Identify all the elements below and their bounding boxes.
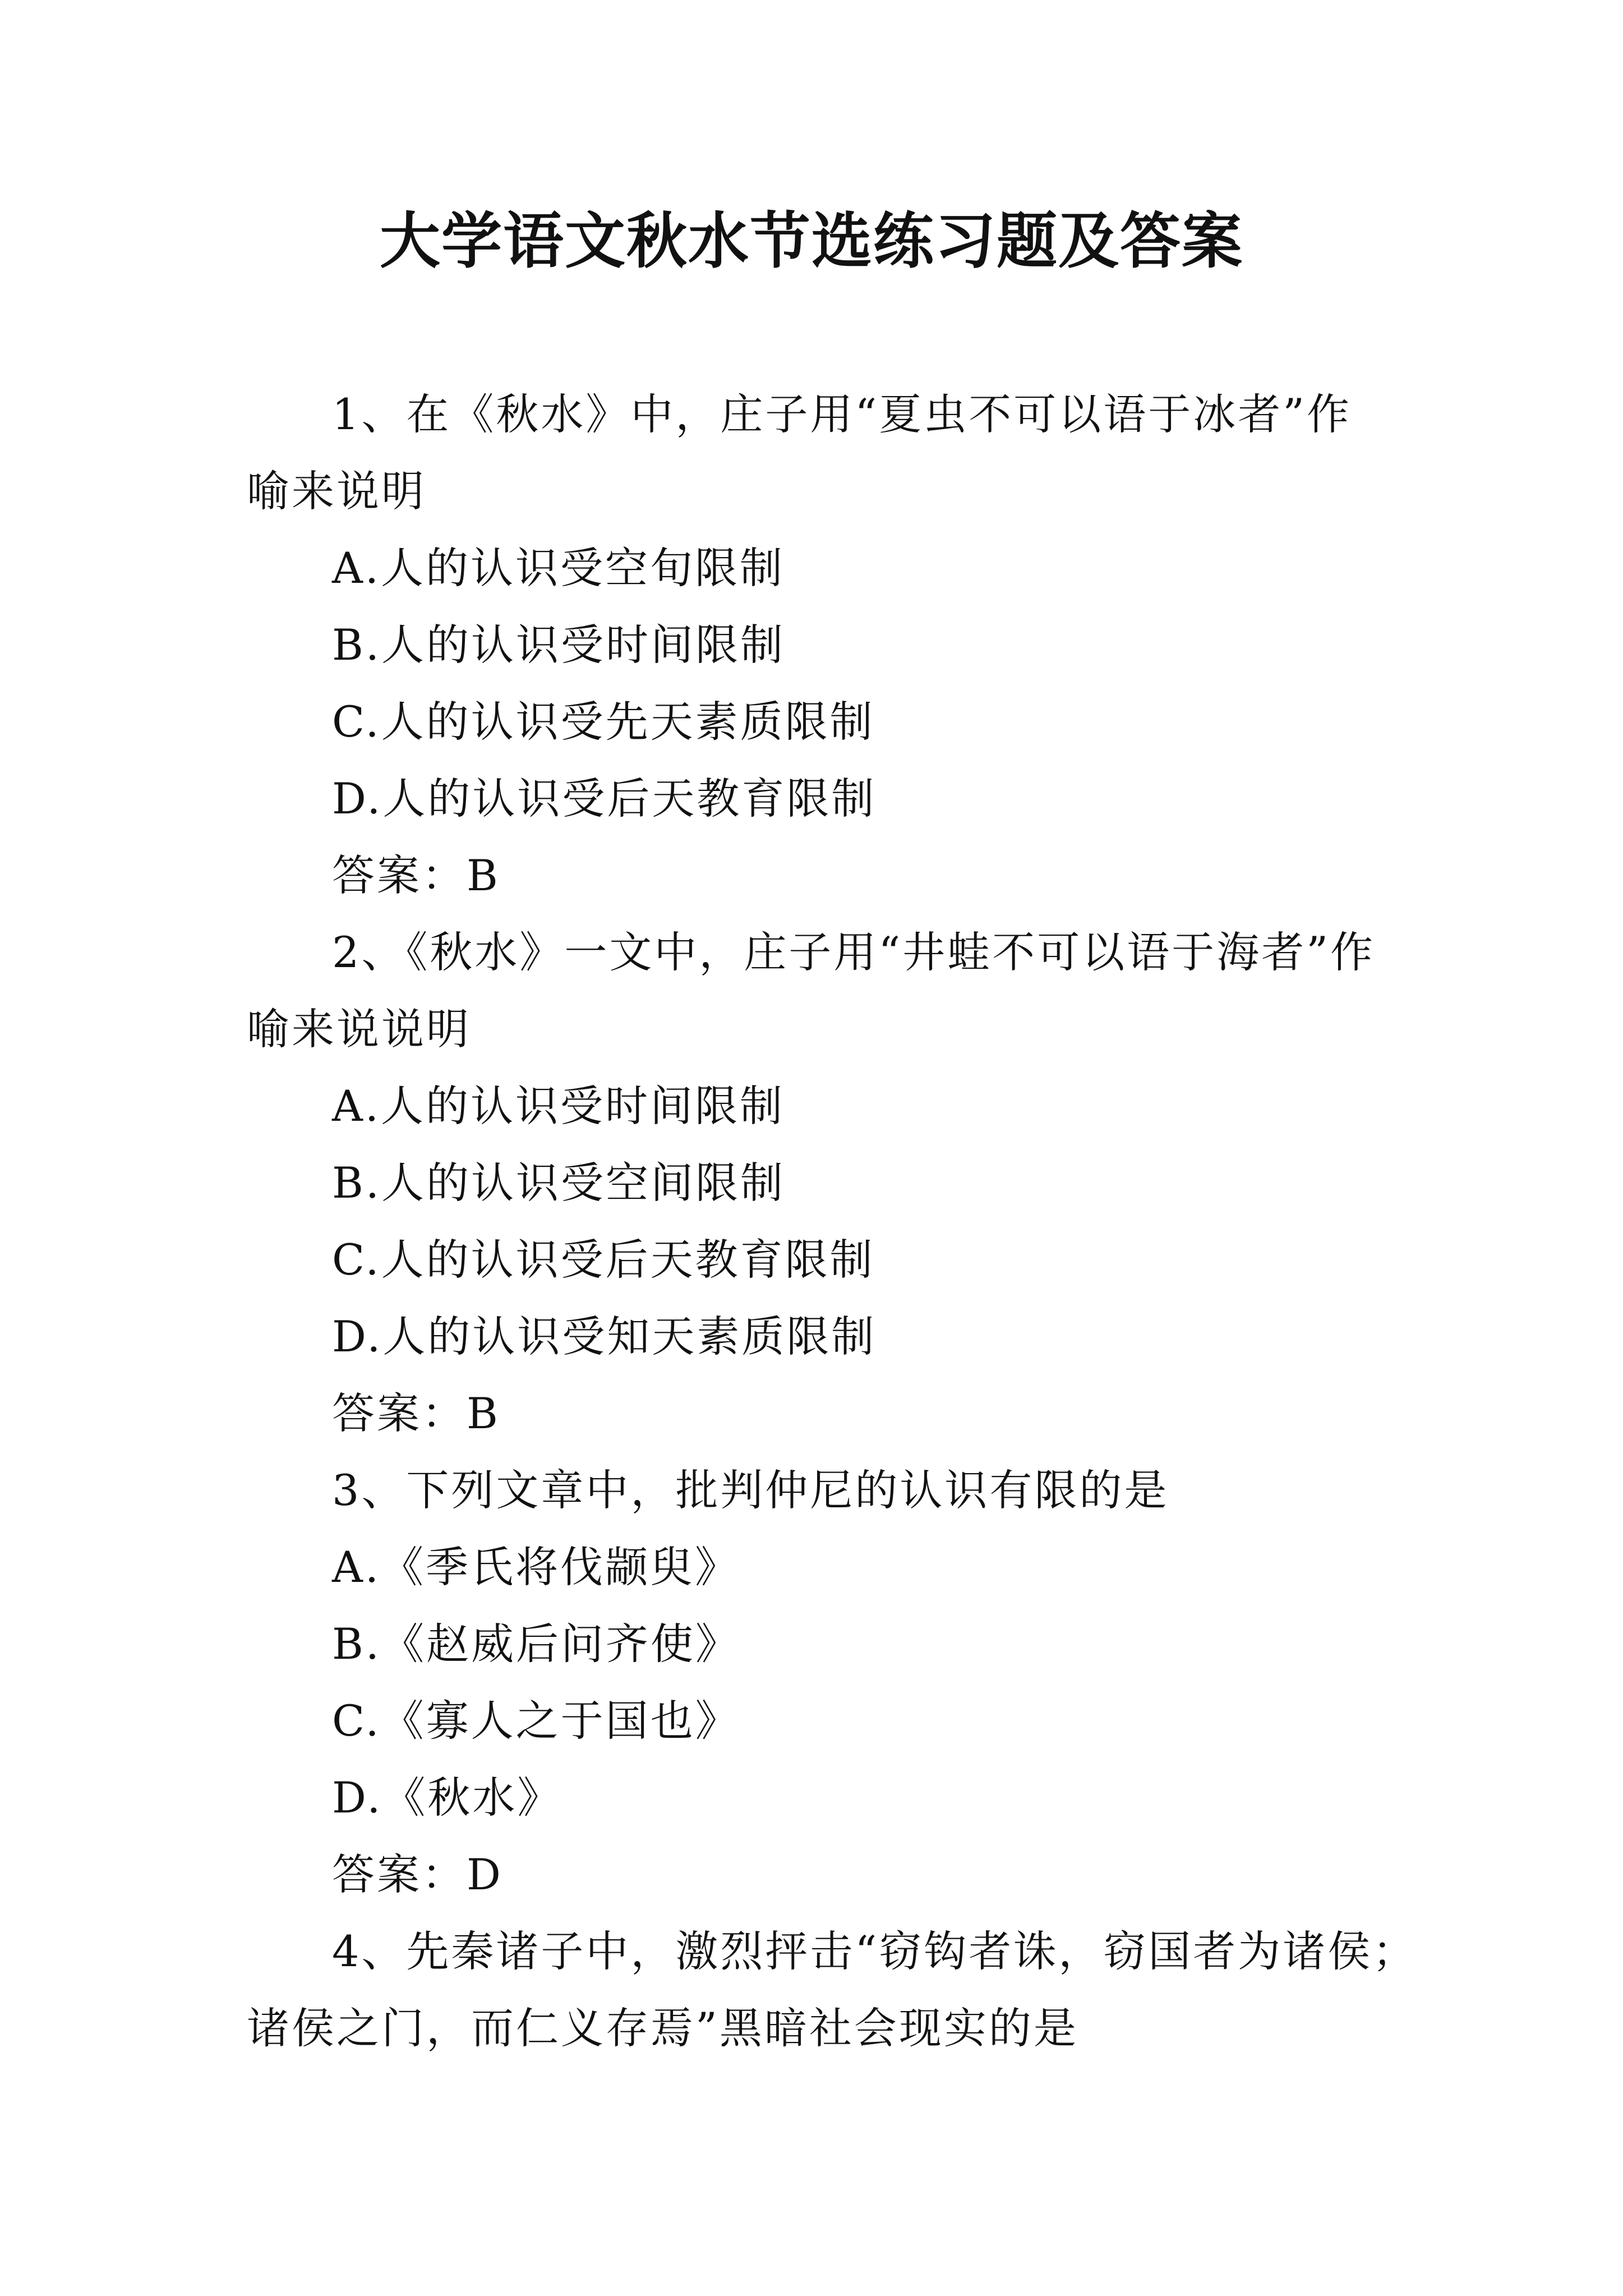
document-title: 大学语文秋水节选练习题及答案 [379,206,1243,277]
question-1-option-c: C.人的认识受先天素质限制 [332,697,875,747]
question-1-option-b: B.人的认识受时间限制 [332,620,786,670]
question-2-option-d: D.人的认识受知天素质限制 [332,1312,877,1361]
question-1-stem-continued: 喻来说明 [247,466,426,516]
question-2-answer: 答案：B [332,1388,500,1438]
document-body [247,376,1418,2067]
question-3-option-a: A.《季氏将伐颛臾》 [332,1542,740,1592]
question-1-answer: 答案：B [332,850,500,900]
question-4-stem: 4、先秦诸子中，激烈抨击“窃钩者诛，窃国者为诸侯； [332,1926,1418,1976]
question-1-option-a: A.人的认识受空旬限制 [332,543,785,593]
question-2-stem: 2、《秋水》一文中，庄子用“井蛙不可以语于海者”作 [332,927,1376,977]
question-2-option-b: B.人的认识受空间限制 [332,1158,786,1208]
question-4-stem-continued: 诸侯之门，而仁义存焉”黑暗社会现实的是 [247,2003,1078,2053]
question-3-answer: 答案：D [332,1849,503,1899]
question-2-option-a: A.人的认识受时间限制 [332,1081,785,1131]
question-1-option-d: D.人的认识受后天教育限制 [332,774,877,823]
question-3-option-d: D.《秋水》 [332,1773,562,1823]
question-2-stem-continued: 喻来说说明 [247,1004,471,1054]
question-2-option-c: C.人的认识受后天教育限制 [332,1235,875,1285]
question-3-option-c: C.《寡人之于国也》 [332,1696,740,1746]
question-1-stem: 1、在《秋水》中，庄子用“夏虫不可以语于冰者”作 [332,389,1352,439]
question-3-option-b: B.《赵威后问齐使》 [332,1619,741,1669]
question-3-stem: 3、下列文章中，批判仲尼的认识有限的是 [332,1465,1169,1515]
